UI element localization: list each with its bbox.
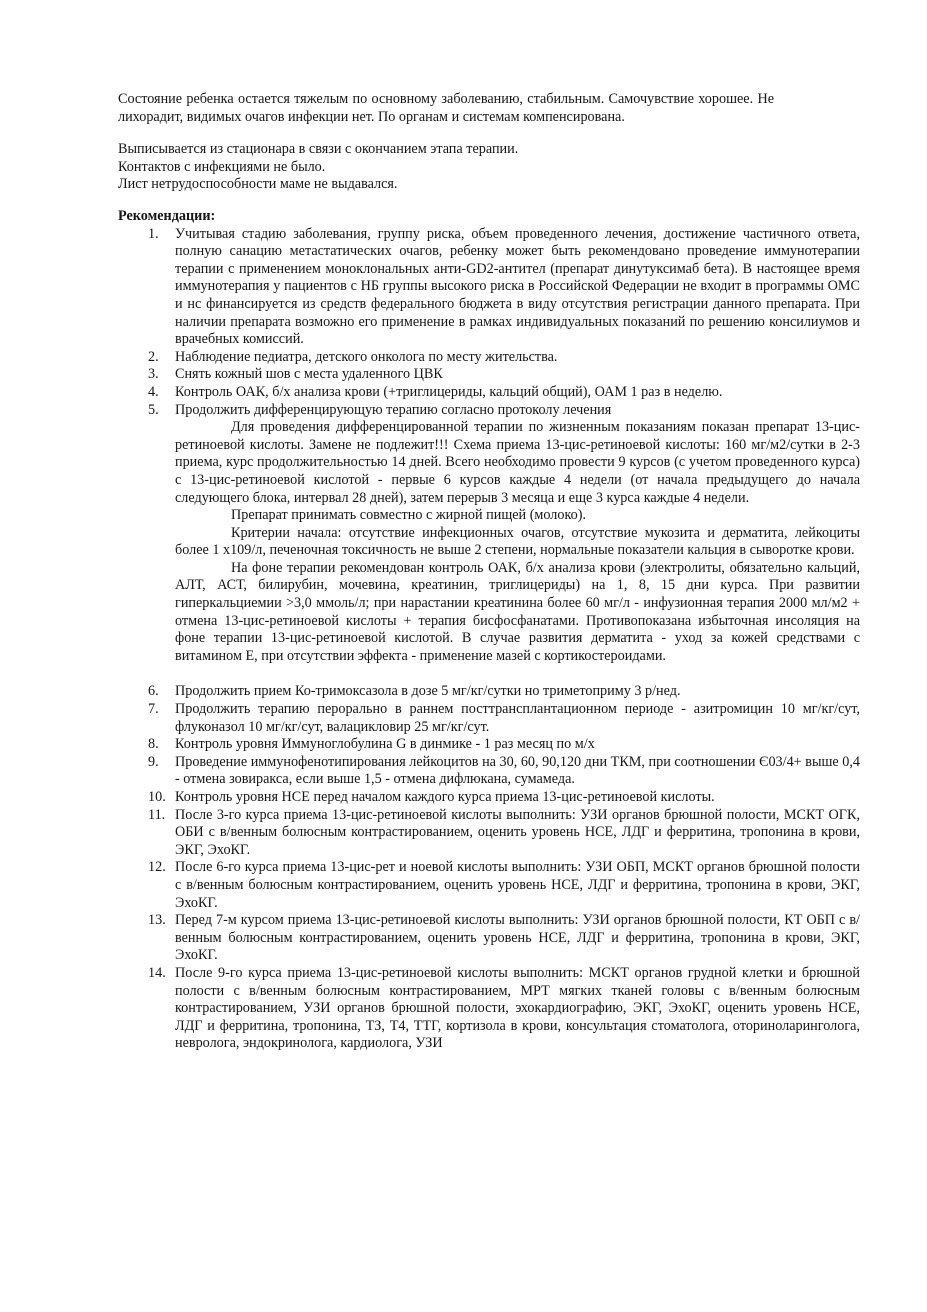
item-number: 12. <box>148 859 166 876</box>
list-item <box>118 807 860 860</box>
item-number: 6. <box>148 683 159 700</box>
recommendations-section <box>118 208 860 1053</box>
spacer <box>118 665 860 683</box>
item-number: 14. <box>148 964 166 981</box>
detail-paragraph: На фоне терапии рекомендован контроль ОАК, б/х анализа крови (электролиты, обязательно кальций, АЛТ, АСТ, билирубин, мочевина, креатинин, триглицериды) на 1, 8, 15 дни курса. При развитии гиперкальциемии >3,0 ммоль/л; при нарастании креатинина более 60 мг/л - инфузионная терапия 2000 мл/м2 + отмена 13-цис-ретиноевой кислоты + терапия бисфосфанатами. Противопоказана избыточная инсоляция на фоне терапии 13-цис-ретиноевой кислотой. В случае развития дерматита - уход за кожей средствами с витамином Е, при отсутствии эффекта - применение мазей с кортикостероидами. <box>175 559 860 664</box>
list-item <box>118 789 860 807</box>
list-item <box>118 366 860 384</box>
item-text: После 6-го курса приема 13-цис-рет и ноевой кислоты выполнить: УЗИ ОБП, МСКТ органов брюшной полости с в/венным болюсным контрастированием, оценить уровень НСЕ, ЛДГ и ферритина, тропонина в крови, ЭКГ, ЭхоКГ. <box>175 859 860 911</box>
list-item <box>118 701 860 736</box>
item-number: 11. <box>148 806 166 823</box>
item-text: Снять кожный шов с места удаленного ЦВК <box>175 366 443 383</box>
item-text: После 9-го курса приема 13-цис-ретиноевой кислоты выполнить: МСКТ органов грудной клетки и брюшной полости с в/венным болюсным контрастированием, МРТ мягких тканей головы с в/венным болюсным контрастированием, УЗИ органов брюшной полости, эхокардиографию, ЭКГ, ЭхоКГ, оценить уровень НСЕ, ЛДГ и ферритина, тропонина, ТЗ, Т4, ТТГ, кортизола в крови, консультация стоматолога, оториноларинголога, невролога, эндокринолога, кардиолога, УЗИ <box>175 964 860 1052</box>
item-number: 5. <box>148 401 159 418</box>
discharge-block <box>118 141 818 194</box>
item-text: Контроль уровня Иммуноглобулина G в динмике - 1 раз месяц по м/х <box>175 736 595 753</box>
patient-status-paragraph: Состояние ребенка остается тяжелым по основному заболеванию, стабильным. Самочувствие хорошее. Не лихорадит, видимых очагов инфекции нет. По органам и системам компенсирована. <box>118 91 774 125</box>
discharge-line: Выписывается из стационара в связи с окончанием этапа терапии. <box>118 141 519 157</box>
list-item <box>118 912 860 965</box>
item-text: Учитывая стадию заболевания, группу риска, объем проведенного лечения, достижение частичного ответа, полную санацию метастатических очагов, ребенку может быть рекомендовано проведение иммунотерапии терапии с применением моноклональных анти-GD2-антител (препарат динутуксимаб бета). В настоящее время иммунотерапия у пациентов с НБ группы высокого риска в Российской Федерации не входит в программы ОМС и нс финансируется из средств федерального бюджета в виду отсутствия регистрации данного препарата. При наличии препарата возможно его применение в рамках индивидуальных показаний по решению консилиумов и врачебных комиссий. <box>175 225 860 348</box>
item-number: 8. <box>148 736 159 753</box>
recommendations-list-continued <box>118 683 860 1052</box>
list-item <box>118 384 860 402</box>
list-item <box>118 754 860 789</box>
item-number: 13. <box>148 912 166 929</box>
item-number: 1. <box>148 225 159 242</box>
item-text: Проведение иммунофенотипирования лейкоцитов на 30, 60, 90,120 дни ТКМ, при соотношении Є03/4+ выше 0,4 - отмена зовиракса, если выше 1,5 - отмена дифлюкана, сумамеда. <box>175 753 860 788</box>
item-text: Продолжить дифференцирующую терапию согласно протоколу лечения <box>175 401 612 418</box>
item5-details <box>118 419 860 665</box>
item-number: 2. <box>148 348 159 365</box>
recommendations-list <box>118 226 860 420</box>
list-item <box>118 349 860 367</box>
item-number: 10. <box>148 789 166 805</box>
list-item <box>118 965 860 1053</box>
list-item <box>118 859 860 912</box>
discharge-line: Контактов с инфекциями не было. <box>118 158 326 175</box>
detail-paragraph: Препарат принимать совместно с жирной пищей (молоко). <box>231 507 587 524</box>
item-number: 9. <box>148 753 159 770</box>
item-text: Контроль ОАК, б/х анализа крови (+триглицериды, кальций общий), ОАМ 1 раз в неделю. <box>175 383 723 400</box>
item-number: 4. <box>148 383 159 400</box>
item-text: Продолжить терапию перорально в раннем посттрансплантационном периоде - азитромицин 10 мг/кг/сут, флуконазол 10 мг/кг/сут, валацикловир 25 мг/кг/сут. <box>175 701 860 735</box>
item-text: Продолжить прием Ко-тримоксазола в дозе 5 мг/кг/сутки но триметоприму 3 р/нед. <box>175 683 681 700</box>
list-item <box>118 683 860 701</box>
item-text: После 3-го курса приема 13-цис-ретиноевой кислоты выполнить: УЗИ органов брюшной полости, МСКТ ОГК, ОБИ с в/венным болюсным контрастированием, оценить уровень НСЕ, ЛДГ и ферритина, тропонина в крови, ЭКГ, ЭхоКГ. <box>175 806 860 858</box>
list-item <box>118 402 860 420</box>
item-text: Наблюдение педиатра, детского онколога по месту жительства. <box>175 348 558 365</box>
detail-paragraph: Критерии начала: отсутствие инфекционных очагов, отсутствие мукозита и дерматита, лейкоциты более 1 х109/л, печеночная токсичность не выше 2 степени, нормальные показатели кальция в сыворотке крови. <box>175 524 860 559</box>
list-item <box>118 226 860 349</box>
item-number: 3. <box>148 366 159 383</box>
discharge-line: Лист нетрудоспособности маме не выдавался. <box>118 176 398 193</box>
recommendations-heading: Рекомендации: <box>118 208 216 224</box>
item-text: Контроль уровня НСЕ перед началом каждого курса приема 13-цис-ретиноевой кислоты. <box>175 789 715 805</box>
list-item <box>118 736 860 754</box>
item-text: Перед 7-м курсом приема 13-цис-ретиноевой кислоты выполнить: УЗИ органов брюшной полости, КТ ОБП с в/венным болюсным контрастированием, оценить уровень НСЕ, ЛДГ и ферритина, тропонина в крови, ЭКГ, ЭхоКГ. <box>175 912 860 964</box>
item-number: 7. <box>148 701 159 718</box>
detail-paragraph: Для проведения дифференцированной терапии по жизненным показаниям показан препарат 13-цис-ретиноевой кислоты. Замене не подлежит!!! Схема приема 13-цис-ретиноевой кислоты: 160 мг/м2/сутки в 2-3 приема, курс продолжительностью 14 дней. Всего необходимо провести 9 курсов (с учетом проведенного курса) с 13-цис-ретиноевой кислотой - первые 6 курсов каждые 4 недели (от начала предыдущего до начала следующего блока, интервал 28 дней), затем перерыв 3 месяца и еще 3 курса каждые 4 недели. <box>175 419 860 506</box>
